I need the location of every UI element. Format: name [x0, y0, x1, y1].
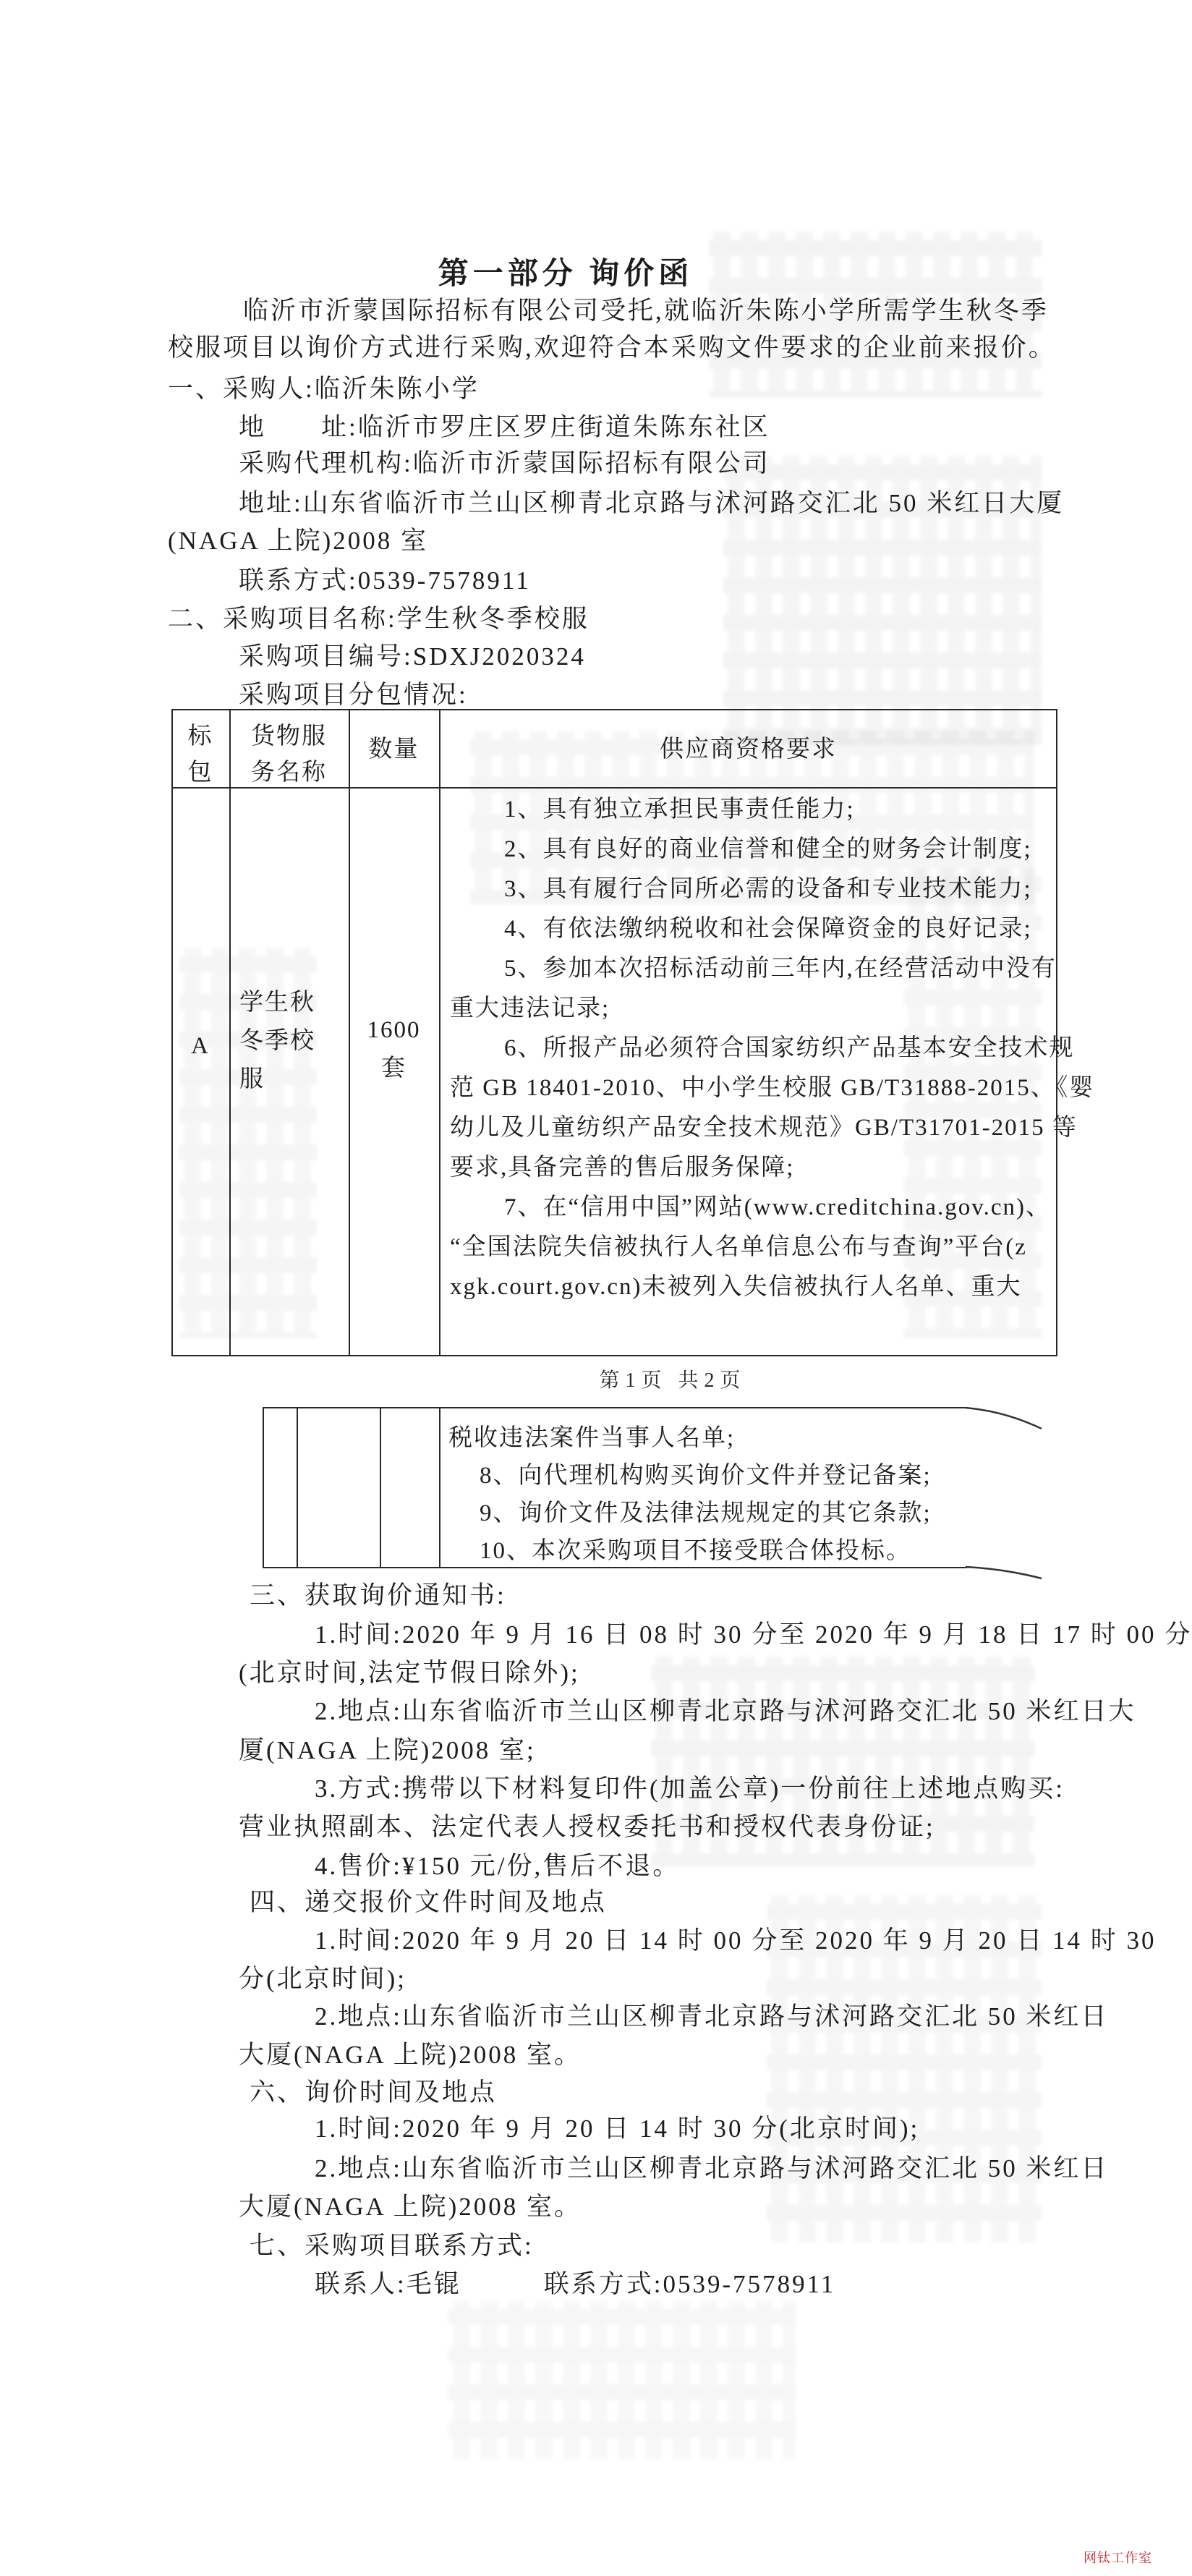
doc-line: 2.地点:山东省临沂市兰山区柳青北京路与沭河路交汇北 50 米红日大 — [315, 1697, 1136, 1725]
col-header-quantity: 数量 — [368, 736, 420, 762]
requirement-line-cont: 8、向代理机构购买询价文件并登记备案; — [480, 1463, 932, 1489]
col-header-lot: 标 — [187, 723, 213, 749]
page-title: 第一部分 询价函 — [438, 258, 694, 291]
page-curl-line — [966, 1565, 1045, 1584]
col-header-goods: 务名称 — [251, 760, 327, 786]
cell-quantity: 1600 — [367, 1017, 421, 1043]
cell-goods-name: 服 — [239, 1066, 265, 1092]
doc-line: 2.地点:山东省临沂市兰山区柳青北京路与沭河路交汇北 50 米红日 — [315, 2002, 1109, 2031]
doc-line: (北京时间,法定节假日除外); — [239, 1659, 580, 1687]
doc-line: 大厦(NAGA 上院)2008 室。 — [239, 2041, 582, 2069]
doc-line: 大厦(NAGA 上院)2008 室。 — [239, 2193, 582, 2221]
doc-line-agency: 采购代理机构:临沂市沂蒙国际招标有限公司 — [239, 449, 770, 477]
doc-line-intro2: 校服项目以询价方式进行采购,欢迎符合本采购文件要求的企业前来报价。 — [168, 333, 1056, 362]
requirement-line: 要求,具备完善的售后服务保障; — [450, 1155, 795, 1181]
section-heading: 四、递交报价文件时间及地点 — [250, 1888, 608, 1916]
doc-line-project-name: 二、采购项目名称:学生秋冬季校服 — [168, 605, 589, 633]
doc-line: 3.方式:携带以下材料复印件(加盖公章)一份前往上述地点购买: — [315, 1774, 1065, 1803]
doc-line: 2.地点:山东省临沂市兰山区柳青北京路与沭河路交汇北 50 米红日 — [315, 2154, 1109, 2182]
doc-line: 4.售价:¥150 元/份,售后不退。 — [315, 1852, 681, 1880]
doc-line: 1.时间:2020 年 9 月 16 日 08 时 30 分至 2020 年 9 月 18 日 17 时 00 分 — [315, 1620, 1192, 1649]
requirement-line: 6、所报产品必须符合国家纺织产品基本安全技术规 — [504, 1035, 1075, 1061]
requirement-line-cont: 税收违法案件当事人名单; — [448, 1425, 736, 1451]
doc-line: 营业执照副本、法定代表人授权委托书和授权代表身份证; — [239, 1813, 935, 1841]
requirement-line: 7、在“信用中国”网站(www.creditchina.gov.cn)、 — [504, 1194, 1051, 1220]
doc-line-project-number: 采购项目编号:SDXJ2020324 — [239, 642, 586, 671]
table-column-divider — [439, 1407, 440, 1568]
doc-line: 厦(NAGA 上院)2008 室; — [239, 1736, 536, 1764]
requirement-line: 重大违法记录; — [450, 995, 610, 1021]
cell-lot-id: A — [191, 1033, 210, 1059]
cell-goods-name: 学生秋 — [239, 990, 315, 1016]
page1-footer-fragment: 第1页 共2页 — [599, 1369, 746, 1392]
requirement-line-cont: 9、询价文件及法律法规规定的其它条款; — [480, 1500, 932, 1526]
doc-line-buyer-address: 地 址:临沂市罗庄区罗庄街道朱陈东社区 — [239, 413, 770, 441]
watermark: 网钛工作室 — [1084, 2551, 1152, 2565]
col-header-goods: 货物服 — [251, 723, 327, 749]
cell-quantity: 套 — [381, 1055, 406, 1081]
doc-line: 分(北京时间); — [239, 1965, 407, 1993]
doc-line-buyer: 一、采购人:临沂朱陈小学 — [168, 375, 480, 403]
requirement-line: xgk.court.gov.cn)未被列入失信被执行人名单、重大 — [450, 1274, 1022, 1300]
doc-line-intro1: 临沂市沂蒙国际招标有限公司受托,就临沂朱陈小学所需学生秋冬季 — [243, 297, 1049, 325]
requirement-line: 1、具有独立承担民事责任能力; — [504, 796, 855, 822]
doc-line-agency-address-2: (NAGA 上院)2008 室 — [168, 527, 428, 555]
requirement-line: 幼儿及儿童纺织产品安全技术规范》GB/T31701-2015 等 — [450, 1115, 1078, 1141]
col-header-lot: 包 — [187, 760, 213, 786]
doc-line: 1.时间:2020 年 9 月 20 日 14 时 30 分(北京时间); — [315, 2114, 920, 2143]
requirement-line: 3、具有履行合同所必需的设备和专业技术能力; — [504, 876, 1032, 902]
doc-line-contact-person: 联系人:毛锟 联系方式:0539-7578911 — [315, 2270, 836, 2298]
doc-line-agency-address-1: 地址:山东省临沂市兰山区柳青北京路与沭河路交汇北 50 米红日大厦 — [239, 489, 1065, 517]
cell-goods-name: 冬季校 — [239, 1028, 315, 1054]
requirement-line: “全国法院失信被执行人名单信息公布与查询”平台(z — [450, 1234, 1027, 1260]
requirement-line: 2、具有良好的商业信誉和健全的财务会计制度; — [504, 836, 1032, 862]
requirement-line-cont: 10、本次采购项目不接受联合体投标。 — [480, 1538, 911, 1564]
section-heading: 三、获取询价通知书: — [250, 1581, 506, 1610]
section-heading: 七、采购项目联系方式: — [250, 2232, 534, 2260]
doc-line: 1.时间:2020 年 9 月 20 日 14 时 00 分至 2020 年 9 月 20 日 14 时 30 — [315, 1926, 1157, 1955]
requirement-line: 范 GB 18401-2010、中小学生校服 GB/T31888-2015、《婴 — [450, 1075, 1095, 1101]
requirement-line: 5、参加本次招标活动前三年内,在经营活动中没有 — [504, 956, 1057, 982]
requirement-line: 4、有依法缴纳税收和社会保障资金的良好记录; — [504, 916, 1032, 942]
col-header-requirements: 供应商资格要求 — [660, 736, 837, 762]
section-heading: 六、询价时间及地点 — [250, 2078, 498, 2107]
table-column-divider — [380, 1407, 381, 1568]
page-curl-line — [966, 1406, 1045, 1434]
doc-line-lots-label: 采购项目分包情况: — [239, 681, 468, 709]
table-column-divider — [297, 1407, 298, 1568]
doc-line-contact: 联系方式:0539-7578911 — [239, 566, 531, 595]
